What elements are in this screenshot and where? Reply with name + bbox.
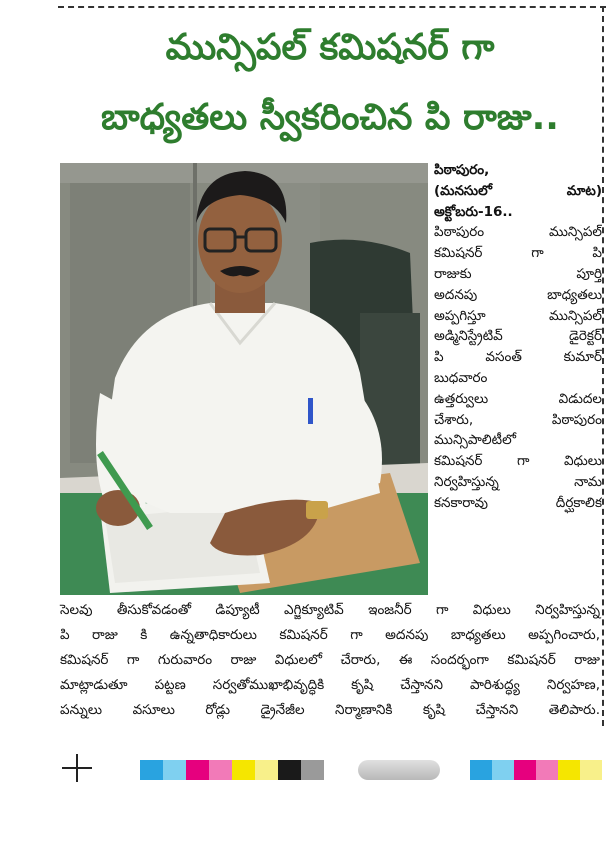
color-swatch: [232, 760, 255, 780]
side-line: మున్సిపాలిటీలో: [434, 432, 516, 449]
color-swatch: [514, 760, 536, 780]
side-line: చేశారు, పిఠాపురం: [434, 411, 602, 428]
article-side-column: [434, 160, 602, 514]
page-right-border: [602, 6, 604, 726]
body-line: కమిషనర్ గా గురువారం రాజు విధులలో చేరారు, ఈ సందర్భంగా కమిషనర్ రాజు: [60, 652, 600, 668]
side-line: బుధవారం: [434, 369, 488, 386]
page-top-border: [58, 6, 606, 8]
gray-pill-mark: [358, 760, 440, 780]
side-line: కమిషనర్ గా పి: [434, 245, 602, 262]
side-line: ఉత్తర్వులు విడుదల: [434, 390, 602, 407]
side-line: నిర్వహిస్తున్న నామ: [434, 473, 602, 490]
side-line: పి వసంత్ కుమార్: [434, 349, 602, 366]
side-line: రాజుకు పూర్తి: [434, 265, 602, 282]
color-swatch: [186, 760, 209, 780]
color-swatch: [580, 760, 602, 780]
color-swatch: [536, 760, 558, 780]
dateline-date: అక్టోబరు-16..: [434, 203, 513, 220]
color-swatch: [470, 760, 492, 780]
dateline-place: పిఠాపురం,: [434, 162, 490, 178]
color-swatch: [163, 760, 186, 780]
article-body-bottom: [60, 598, 600, 723]
dateline-source: (మనసులో మాట): [434, 182, 602, 199]
color-swatch: [492, 760, 514, 780]
color-swatch: [278, 760, 301, 780]
body-line: పన్నులు వసూలు రోడ్లు డ్రైనేజీల నిర్మాణానికి కృషి చేస్తానని తెలిపారు.: [60, 702, 600, 718]
side-line: కనకారావు దీర్ఘకాలిక: [434, 494, 602, 511]
body-line: పి రాజు కి ఉన్నతాధికారులు కమిషనర్ గా అదనపు బాధ్యతలు అప్పగించారు,: [60, 627, 600, 643]
color-swatch: [140, 760, 163, 780]
side-line: కమిషనర్ గా విధులు: [434, 453, 602, 470]
headline-line-1: మున్సిపల్ కమిషనర్ గా: [165, 27, 495, 68]
body-line: సెలవు తీసుకోవడంతో డిప్యూటీ ఎగ్జిక్యూటివ్ ఇంజనీర్ గా విధులు నిర్వహిస్తున్న: [60, 602, 600, 618]
side-line: అడ్మినిస్ట్రేటివ్ డైరెక్టర్: [434, 328, 602, 345]
news-photo: [60, 163, 428, 595]
headline-line-2: బాధ్యతలు స్వీకరించిన పి రాజు..: [101, 97, 559, 138]
side-line: అప్పగిస్తూ మున్సిపల్: [434, 307, 602, 324]
body-line: మాట్లాడుతూ పట్టణ సర్వతోముఖాభివృద్ధికి కృషి చేస్తానని పారిశుద్ధ్య నిర్వహణ,: [60, 677, 600, 693]
side-line: పిఠాపురం మున్సిపల్: [434, 224, 602, 241]
side-line: అదనపు బాధ్యతలు: [434, 286, 602, 303]
color-swatch: [255, 760, 278, 780]
color-swatch: [558, 760, 580, 780]
registration-cross-icon: [76, 754, 78, 782]
color-swatch: [301, 760, 324, 780]
color-swatch: [209, 760, 232, 780]
